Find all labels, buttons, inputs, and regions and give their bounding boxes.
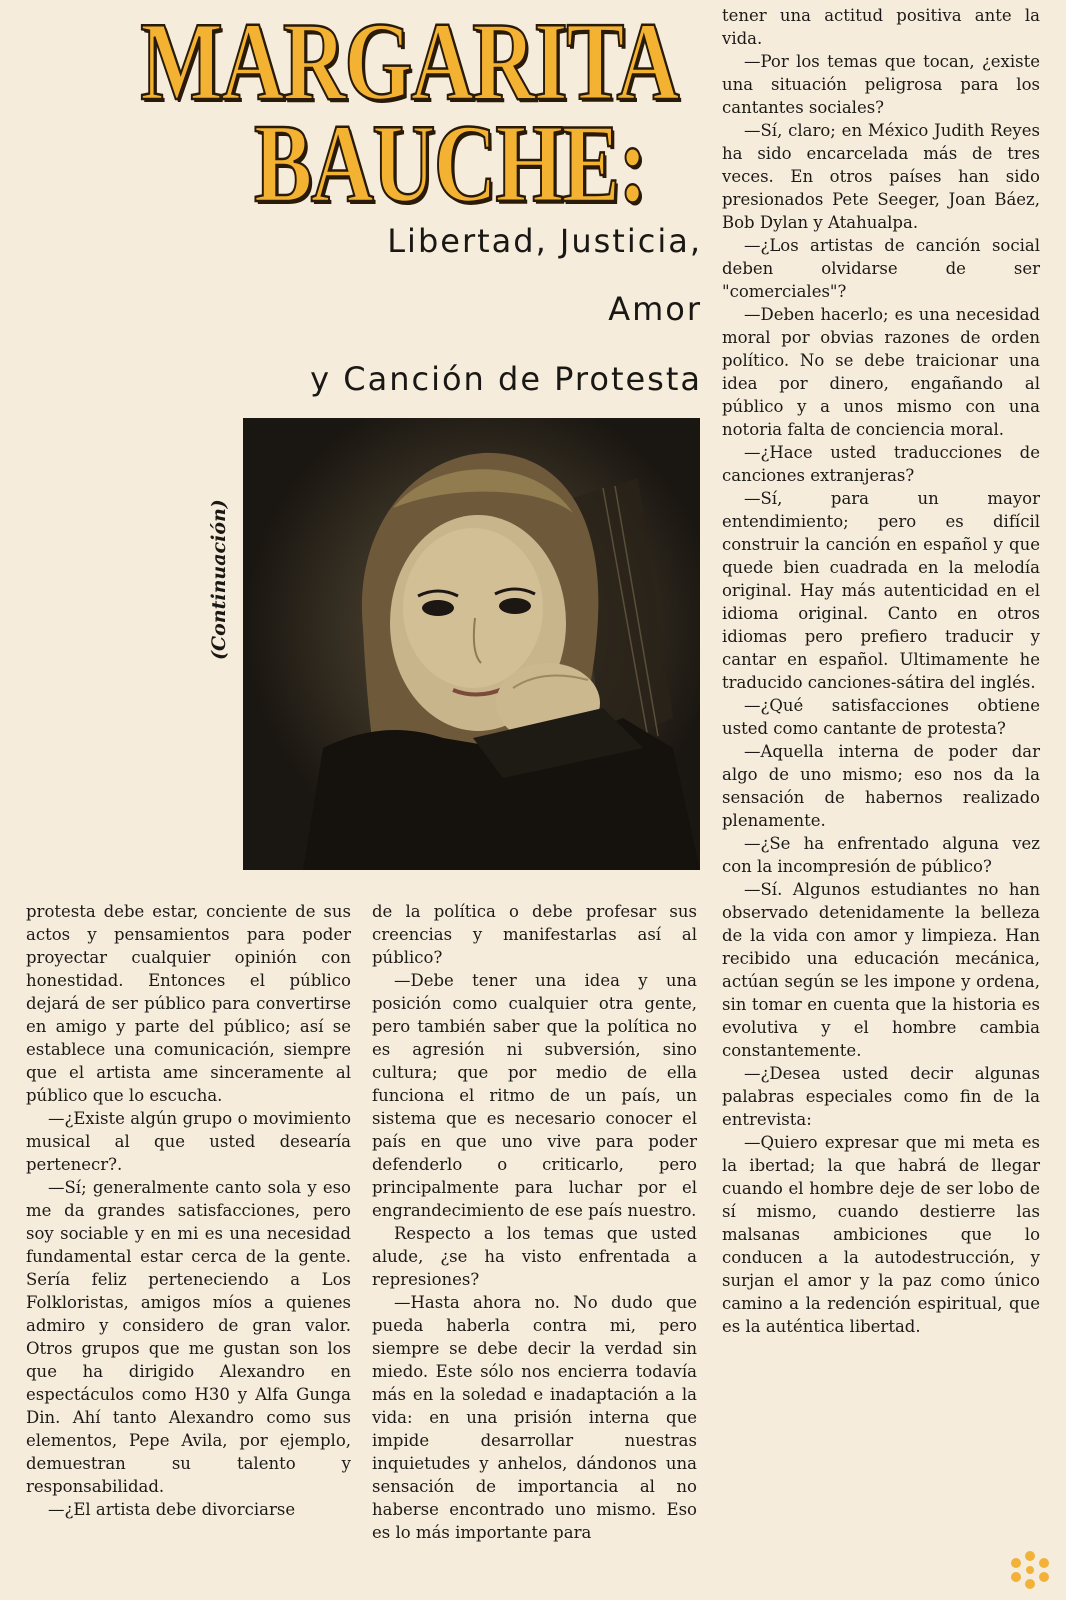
paragraph: Respecto a los temas que usted alude, ¿se ha visto enfrentada a represiones? bbox=[372, 1224, 697, 1289]
paragraph: —Deben hacerlo; es una necesidad moral por obvias razones de orden político. No se debe traicionar una idea por dinero, engañando al público y a unos mismo con una notoria falta de conciencia moral. bbox=[722, 305, 1040, 439]
paragraph: —Hasta ahora no. No dudo que pueda haberla contra mi, pero siempre se debe decir la verdad sin miedo. Este sólo nos encierra todavía más en la soledad e inadaptación a la vida: en una prisión interna que impide desarrollar nuestras inquietudes y anhelos, dándonos una sensación de importancia al no haberse encontrado uno mismo. Eso es lo más importante para bbox=[372, 1293, 697, 1542]
paragraph: —Aquella interna de poder dar algo de uno mismo; eso nos da la sensación de habernos realizado plenamente. bbox=[722, 742, 1040, 830]
paragraph: —Sí; generalmente canto sola y eso me da grandes satisfacciones, pero soy sociable y en mi es una necesidad fundamental estar cerca de la gente. Sería feliz perteneciendo a Los Folkloristas, amigos míos a quienes admiro y considero de gran valor. Otros grupos que me gustan son los que ha dirigido Alexandro en espectáculos como H30 y Alfa Gunga Din. Ahí tanto Alexandro como sus elementos, Pepe Avila, por ejemplo, demuestran su talento y responsabilidad. bbox=[26, 1178, 351, 1496]
text-column-right bbox=[722, 4, 1040, 1338]
paragraph: —¿El artista debe divorciarse bbox=[48, 1500, 296, 1519]
paragraph: —Quiero expresar que mi meta es la ibertad; la que habrá de llegar cuando el hombre deje de ser lobo de sí mismo, cuando destierre las malsanas ambiciones que lo conducen a la autodestrucción, y surjan el amor y la paz como único camino a la redención espiritual, que es la auténtica libertad. bbox=[722, 1133, 1040, 1336]
paragraph: —¿Se ha enfrentado alguna vez con la incompresión de público? bbox=[722, 834, 1040, 876]
portrait-photo bbox=[243, 418, 700, 870]
text-column-left bbox=[26, 900, 351, 1521]
photo-caption: (Continuación) bbox=[208, 499, 230, 660]
paragraph: —Debe tener una idea y una posición como cualquier otra gente, pero también saber que la política no es agresión ni subversión, sino cultura; que por medio de ella funciona el ritmo de un país, un sistema que es necesario conocer el país en que uno vive para poder defenderlo o criticarlo, pero principalmente para luchar por el engrandecimiento de ese país nuestro. bbox=[372, 971, 697, 1220]
subtitle-line-1: Libertad, Justicia, bbox=[387, 222, 702, 260]
portrait-illustration bbox=[243, 418, 700, 870]
paragraph: —¿Desea usted decir algunas palabras especiales como fin de la entrevista: bbox=[722, 1064, 1040, 1129]
asterisk-ornament-icon bbox=[1008, 1548, 1052, 1592]
subtitle-line-2: Amor bbox=[608, 290, 702, 328]
paragraph: —¿Los artistas de canción social deben olvidarse de ser "comerciales"? bbox=[722, 236, 1040, 301]
paragraph: tener una actitud positiva ante la vida. bbox=[722, 6, 1040, 48]
text-column-middle bbox=[372, 900, 697, 1544]
subtitle-line-3: y Canción de Protesta bbox=[310, 360, 702, 398]
paragraph: —Sí. Algunos estudiantes no han observado detenidamente la belleza de la vida con amor y limpieza. Han recibido una educación mecánica, actúan según se les impone y ordena, sin tomar en cuenta que la historia es evolutiva y el hombre cambia constantemente. bbox=[722, 880, 1040, 1060]
paragraph: —¿Existe algún grupo o movimiento musical al que usted desearía pertenecr?. bbox=[26, 1109, 351, 1174]
paragraph: de la política o debe profesar sus creencias y manifestarlas así al público? bbox=[372, 902, 697, 967]
paragraph: —¿Hace usted traducciones de canciones extranjeras? bbox=[722, 443, 1040, 485]
paragraph: —Por los temas que tocan, ¿existe una situación peligrosa para los cantantes sociales? bbox=[722, 52, 1040, 117]
paragraph: —¿Qué satisfacciones obtiene usted como cantante de protesta? bbox=[722, 696, 1040, 738]
title-line-2: BAUCHE: bbox=[254, 102, 646, 226]
paragraph: —Sí, para un mayor entendimiento; pero es difícil construir la canción en español y que quede bien cuadrada en la melodía original. Hay más autenticidad en el idioma original. Canto en otros idiomas pero prefiero traducir y cantar en español. Ultimamente he traducido canciones-sátira del inglés. bbox=[722, 489, 1040, 692]
paragraph: —Sí, claro; en México Judith Reyes ha sido encarcelada más de tres veces. En otros países han sido presionados Pete Seeger, Joan Báez, Bob Dylan y Atahualpa. bbox=[722, 121, 1040, 232]
title-line-1: MARGARITA bbox=[140, 0, 678, 124]
paragraph: protesta debe estar, conciente de sus actos y pensamientos para poder proyectar cualquier opinión con honestidad. Entonces el público dejará de ser público para convertirse en amigo y parte del público; así se establece una comunicación, siempre que el artista ame sinceramente al público que lo escucha. bbox=[26, 902, 351, 1105]
